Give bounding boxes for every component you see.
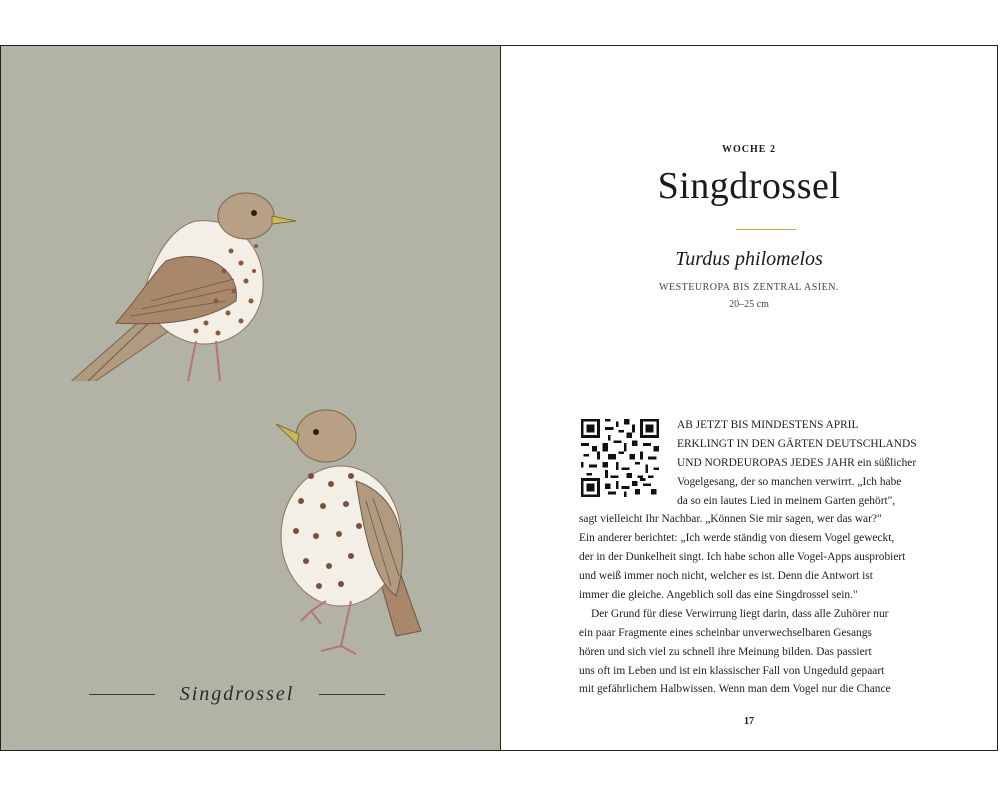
body-line: uns oft im Leben und ist ein klassischer Fall von Ungeduld gepaart [579,664,885,677]
body-line: da so ein lautes Lied in meinem Garten gehört", [677,494,896,507]
caption-text: Singdrossel [179,682,295,705]
body-line: immer die gleiche. Angeblich soll das eine Singdrossel sein." [579,589,858,602]
title-divider [736,229,796,230]
page-title: Singdrossel [657,165,841,207]
body-line: AB JETZT BIS MINDESTENS APRIL [677,419,859,431]
latin-name: Turdus philomelos [675,248,823,270]
bird-size: 20–25 cm [729,299,769,310]
week-label: WOCHE 2 [722,144,776,155]
song-thrush-illustration-top [56,151,301,381]
left-page [1,46,501,750]
body-line: mit gefährlichem Halbwissen. Wenn man dem Vogel nur die Chance [579,683,891,696]
caption-rule-right [319,694,385,695]
body-line: und weiß immer noch nicht, welcher es ist. Denn die Antwort ist [579,570,873,583]
body-line: Der Grund für diese Verwirrung liegt darin, dass alle Zuhörer nur [591,607,889,620]
right-page [501,46,997,750]
distribution-range: WESTEUROPA BIS ZENTRAL ASIEN. [659,282,839,293]
body-line: ERKLINGT IN DEN GÄRTEN DEUTSCHLANDS [677,437,917,450]
body-line: der in der Dunkelheit singt. Ich habe schon alle Vogel-Apps ausprobiert [579,551,906,564]
body-text [579,416,1000,699]
song-thrush-illustration-bottom [271,406,431,656]
body-line: Vogelgesang, der so manchen verwirrt. „Ich habe [677,475,902,488]
caption-rule-left [89,694,155,695]
page-number: 17 [744,716,754,727]
body-line: UND NORDEUROPAS JEDES JAHR ein süßlicher [677,456,917,469]
book-spread [0,45,998,751]
body-line: Ein anderer berichtet: „Ich werde ständig von diesem Vogel geweckt, [579,532,895,545]
body-line: hören und sich viel zu schnell ihre Meinung bilden. Das passiert [579,645,872,658]
body-line: ein paar Fragmente eines scheinbar unverwechselbaren Gesangs [579,626,872,639]
illustration-caption [89,676,385,712]
body-line: sagt vielleicht Ihr Nachbar. „Können Sie mir sagen, wer das war?" [579,513,882,526]
